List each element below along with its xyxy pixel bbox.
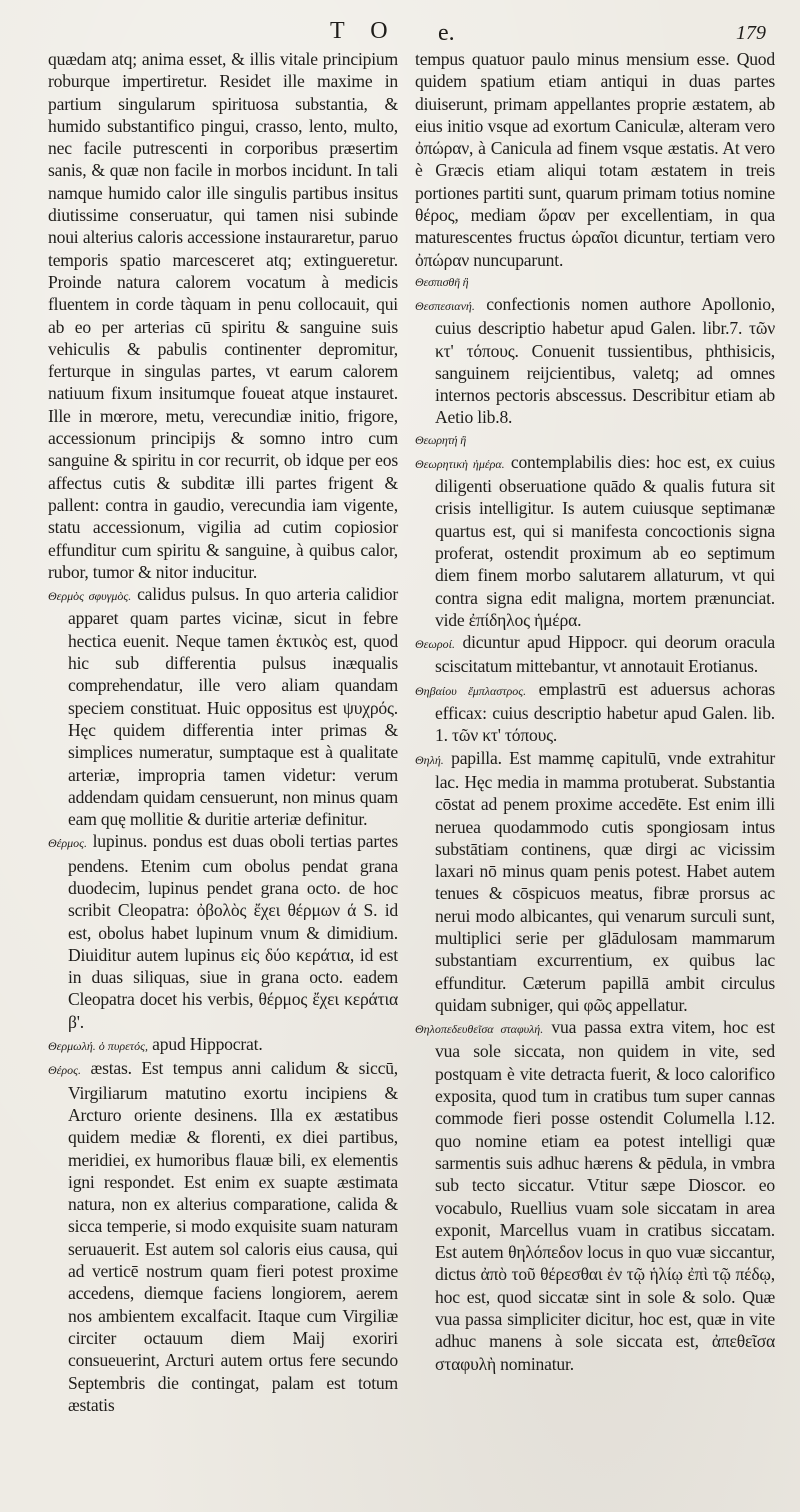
entry-headword: Θηβαίου ἔμπλαστρος.: [415, 683, 527, 698]
entry-headword: Θηλή.: [415, 752, 444, 767]
continued-paragraph: quædam atq; anima esset, & illis vitale principium roburque impertiretur. Residet ille maxime in partium singularum spirituosa substantia, & humido substantifico pingui, crasso, lento, multo, nec facile putrescenti in corporibus præsertim sanis, & quæ non facile in morbos incidunt. In tali namque humido calor ille singulis partibus insitus diutissime conseruatur, qui tamen nisi subinde noui alterius caloris accessione instauraretur, paruo temporis spatio marcesceret atq; extingueretur. Proinde natura calorem vocatum à medicis fluentem in corde tàquam in penu collocauit, qui ab eo per arterias cū spiritu & sanguine suis vehiculis & pabulis continenter depromitur, ferturque in singulas partes, vt earum calorem natiuum fixum insitumque foueat atque instauret. Ille in mœrore, metu, verecundiæ initio, frigore, accessionum principijs & somno intro cum sanguine & spiritu in cor recurrit, ob idque per eos affectus cutis & subditæ illi partes frigent & pallent: contra in gaudio, verecundia iam vigente, statu accessionum, vigilia ad cutim copiosior effunditur cum spiritu & sanguine, à quibus calor, rubor, tumor & nitor inducitur.: [48, 49, 398, 582]
dictionary-entry: [415, 451, 775, 631]
entry-headword: Θεωροί.: [415, 637, 455, 652]
entry-definition: æstas. Est tempus anni calidum & siccū, Virgiliarum matutino exortu incipiens & Arcturo oriente desinens. Illa ex æstatibus quidem mediæ & florenti, ex diei partibus, meridiei, ex humoribus flauæ bili, ex elementis igni respondet. Est enim ex suapte æstimata natura, non ex alterius comparatione, calida & sicca temperie, si modo exquisite suam naturam seruauerit. Est autem sol caloris eius causa, qui ad verticē nostrum quam fieri potest proxime accedens, diemque faciens longiorem, aerem nos ambientem excalfacit. Itaque cum Virgiliæ circiter octauum diem Maij exoriri consueuerint, Arcturi autem ortus fere secundo Septembris die contingat, palam est totum æstatis: [68, 1058, 398, 1415]
dictionary-entry: [48, 830, 398, 1033]
right-column: [415, 48, 775, 1375]
entry-definition: emplastrū est aduersus achoras efficax: cuius descriptio habetur apud Galen. lib. 1. τῶν κτ' τόπους.: [435, 678, 775, 746]
dictionary-entry: [415, 678, 775, 747]
entry-headword: Θέρος.: [48, 1063, 82, 1078]
entry-definition: confectionis nomen authore Apollonio, cuius descriptio habetur apud Galen. libr.7. τῶν κτ' τόπους. Conuenit tussientibus, phthisicis, sanguinem reijcientibus, valetq; ad omnes internos pectoris abscessus. Describitur etiam ab Aetio lib.8.: [435, 293, 775, 428]
left-column: [48, 48, 398, 1416]
entry-definition: dicuntur apud Hippocr. qui deorum oracula sciscitatum mittebantur, vt annotauit Erotianus.: [435, 632, 775, 677]
entry-definition: vua passa extra vitem, hoc est vua sole siccata, non quidem in vite, sed postquam è vite detracta fuerit, & loco calorifico exposita, quod tum in cratibus tum super cannas commode fieri posse ostendit Columella l.12. quo nomine etiam ea potest intelligi quæ sarmentis suis adhuc hærens & pēdula, in vmbra sub tecto siccatur. Vtitur sæpe Dioscor. eo vocabulo, Ruellius vuam sole siccatam in area exponit, Marcellus vuam in cratibus siccatam. Est autem θηλόπεδον locus in quo vuæ siccantur, dictus ἀπὸ τοῦ θέρεσθαι ἐν τῷ ἡλίῳ ἐπὶ τῷ πέδῳ, hoc est, quod siccatæ sint in sole & solo. Quæ vua passa simpliciter dicitur, hoc est, quæ in vite adhuc manens à sole siccata est, ἀπεθεῖσα σταφυλὴ nominatur.: [435, 1017, 775, 1374]
page-number: 179: [736, 22, 766, 44]
dictionary-entry: [48, 583, 398, 830]
dictionary-entry: [415, 293, 775, 429]
dictionary-entry: [415, 631, 775, 678]
entry-headword: Θεωρητικὴ ἡμέρα.: [415, 456, 505, 471]
entry-headword: Θεσπεσιανή.: [415, 298, 475, 313]
entry-definition: calidus pulsus. In quo arteria calidior apparet quam partes vicinæ, sicut in febre hectica euenit. Neque tamen ἑκτικὸς est, quod hic sub differentia pulsus inæqualis comprehendatur, ille vero aliam quandam speciem constituat. Huic oppositus est ψυχρός. Hęc quidem differentia inter primas & simplices numeratur, sumptaque est à qualitate arteriæ, impropria tamen videtur: verum addendam quidam censuerunt, non minus quam eam quę mollitie & duritie arteriæ definitur.: [68, 584, 398, 830]
entry-definition: contemplabilis dies: hoc est, ex cuius diligenti obseruatione quādo & qualis futura sit crisis intelligitur. Is autem cuiusque septimanæ quartus est, qui si manifesta concoctionis signa proferat, ostendit proximum ab eo septimum diem finem morbo salutarem allaturum, vt qui contra signa edit maligna, mortem prænunciat. vide ἐπίδηλος ἡμέρα.: [435, 451, 776, 630]
entry-definition: lupinus. pondus est duas oboli tertias partes pendens. Etenim cum obolus pendat grana duodecim, lupinus pendet grana octo. de hoc scribit Cleopatra: ὀβολὸς ἔχει θέρμων ά S. id est, obolus habet lupinum vnum & dimidium. Diuiditur autem lupinus εἰς δύο κεράτια, id est in duas siliquas, siue in grana octo. eadem Cleopatra docet his verbis, θέρμος ἔχει κεράτια β'.: [68, 831, 398, 1032]
cross-reference-stub: Θεωρητή ἢ: [415, 432, 466, 447]
entry-definition: papilla. Est mammę capitulū, vnde extrahitur lac. Hęc media in mamma protuberat. Substantia cōstat ad penem proxime accedēte. Est enim illi neruea quodammodo cutis spongiosam intus substātiam continens, quæ dirgi ac vicissim laxari nō minus quam penis potest. Habet autem tenues & cōspicuos meatus, fibræ prorsus ac nerui modo albicantes, qui venarum surculi sunt, multiplici serie per glādulosam mammarum substantiam excurrentium, ex quibus lac effunditur. Cæterum papillā ambit circulus quidam subniger, qui φῶς appellatur.: [435, 747, 775, 1015]
entry-headword: Θηλοπεδευθεῖσα σταφυλή.: [415, 1022, 544, 1037]
entry-headword: Θερμωλή. ὁ πυρετός,: [48, 1039, 148, 1054]
cross-reference-stub: Θεσπισθῆ ἢ: [415, 274, 469, 289]
dictionary-entry: [48, 1057, 398, 1416]
running-header: [0, 18, 800, 50]
entry-headword: Θέρμος.: [48, 836, 88, 851]
dictionary-entry: [48, 1033, 398, 1057]
running-head-left: T O: [330, 18, 398, 44]
running-head-right: e.: [438, 20, 455, 46]
entry-headword: Θερμὸς σφυγμὸς.: [48, 589, 132, 604]
dictionary-entry: [415, 1016, 775, 1375]
dictionary-entry: [415, 747, 775, 1017]
continued-paragraph: tempus quatuor paulo minus mensium esse. Quod quidem spatium etiam antiqui in duas partes diuiserunt, primam appellantes proprie æstatem, ab eius initio vsque ad exortum Caniculæ, alteram vero ὀπώραν, à Canicula ad finem vsque æstatis. At vero è Græcis etiam aliqui totam æstatem in treis portiones partiti sunt, quarum primam totius nomine θέρος, mediam ὥραν per excellentiam, in qua maturescentes fructus ὡραῖοι dicuntur, tertiam vero ὀπώραν nuncuparunt.: [415, 49, 775, 270]
entry-definition: apud Hippocrat.: [147, 1034, 263, 1055]
